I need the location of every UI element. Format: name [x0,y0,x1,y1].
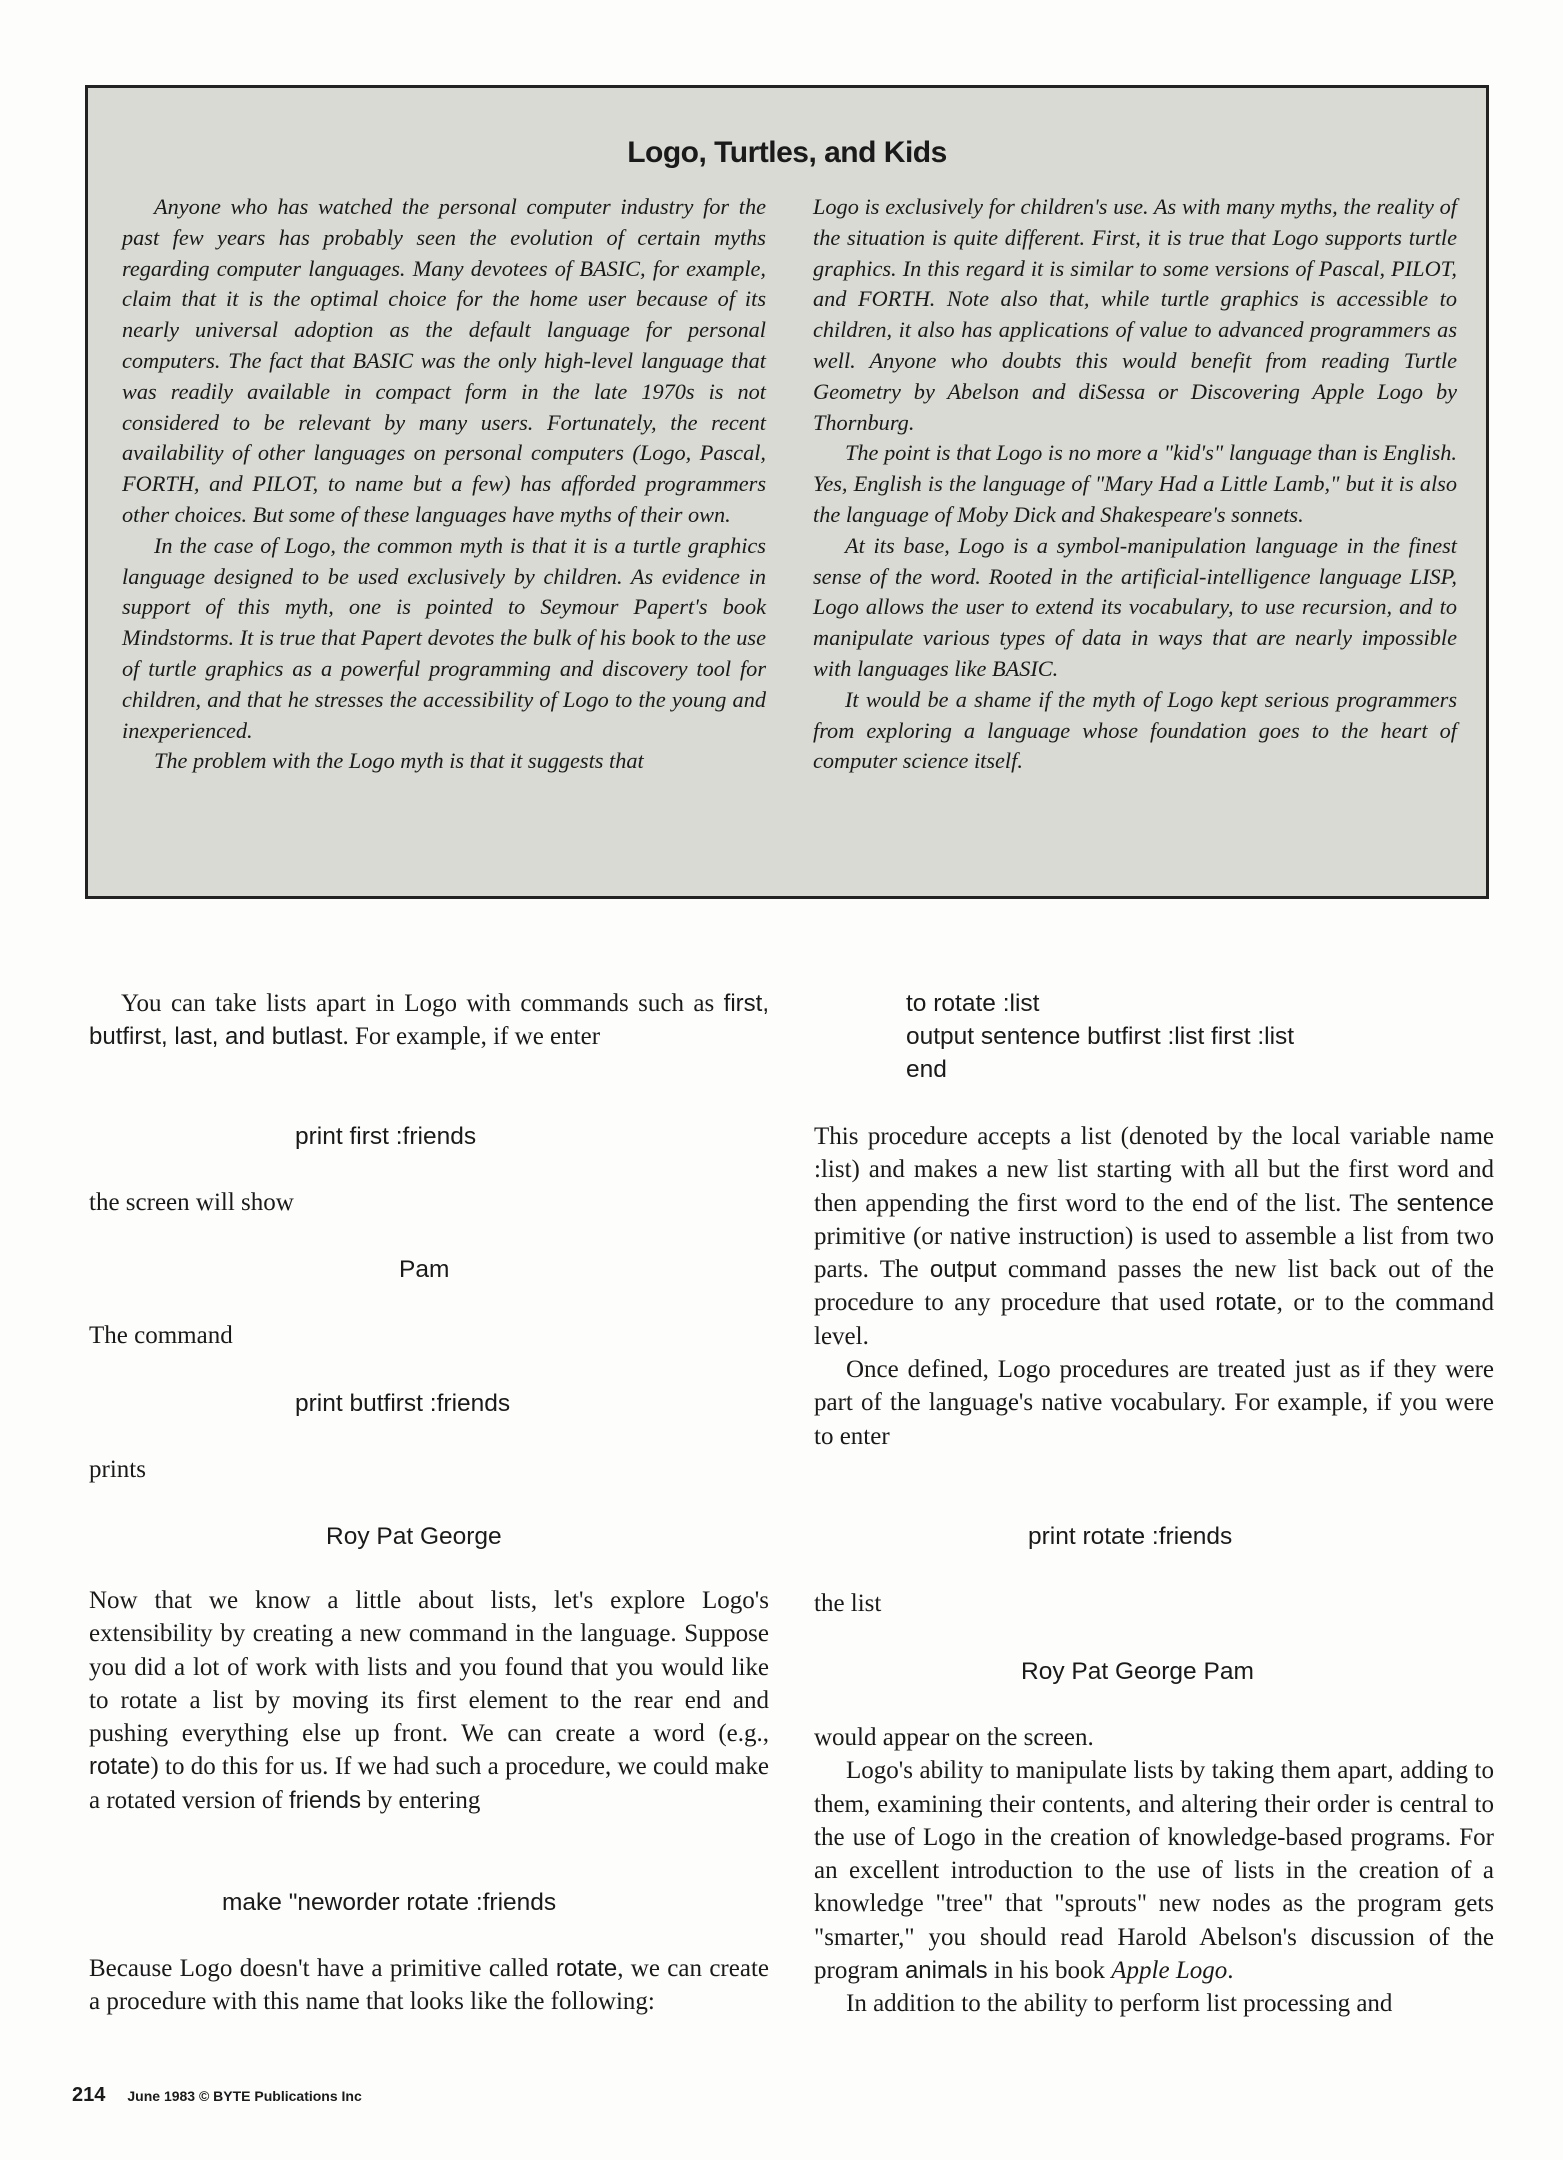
text: primitive (or native instruction) is used to assemble a list from two parts. The [814,1222,1494,1284]
body-text: the screen will show [89,1189,294,1216]
sidebar-paragraph: In the case of Logo, the common myth is that it is a turtle graphics language designed to be used exclusively by children. As evidence in support of this myth, one is pointed to Seymour Papert's book Mindstorms. It is true that Papert devotes the bulk of his book to the use of turtle graphics as a powerful programming and discovery tool for children, and that he stresses the accessibility of Logo to the young and inexperienced. [122,532,766,743]
page-number: 214 [72,2084,106,2106]
inline-code: sentence [1396,1189,1494,1217]
body-text: The command [89,1322,233,1349]
inline-code: rotate [89,1753,151,1781]
code-line: print rotate :friends [1028,1523,1233,1550]
code-line: print butfirst :friends [295,1390,511,1417]
text: Logo's ability to manipulate lists by taking them apart, adding to them, examining their contents, and altering their order is central to the use of Logo in the creation of knowledge-based programs. For an excellent introduction to the use of lists in the creation of a knowledge "tree" that "sprouts" new nodes as the program gets "smarter," you should read Harold Abelson's discussion of the program [814,1757,1494,1985]
sidebar-right-column [813,192,1457,777]
text: ) and makes a new list starting with all but the first word and then appending the first word to the end of the list. The [814,1156,1494,1217]
text: . For example, if we enter [342,1023,601,1051]
book-title: Apple Logo [1111,1957,1228,1985]
sidebar-paragraph: The problem with the Logo myth is that it suggests that [154,748,644,774]
sidebar-box [85,85,1489,899]
body-text: would appear on the screen. [814,1724,1094,1751]
text: , we can create a procedure with this name that looks like the following: [89,1955,769,2016]
text: Now that we know a little about lists, let's explore Logo's extensibility by creating a new command in the language. Suppose you did a lot of work with lists and you found that you would like to rotate a list by moving its first element to the rear end and pushing everything else up front. We can create a word (e.g., [89,1587,769,1748]
text: This procedure accepts a list (denoted by the local variable name [814,1123,1494,1150]
sidebar-paragraph: The point is that Logo is no more a "kid's" language than is English. Yes, English is the language of "Mary Had a Little Lamb," but it is also the language of Moby Dick and Shakespeare's sonnets. [813,440,1457,527]
inline-code: rotate [1215,1289,1277,1317]
text: ) to do this for us. If we had such a procedure, we could make a rotated version of [89,1753,769,1814]
text: in his book [987,1957,1112,1985]
body-text: the list [814,1590,882,1617]
sidebar-paragraph: Logo is exclusively for children's use. As with many myths, the reality of the situation is quite different. First, it is true that Logo supports turtle graphics. In this regard it is similar to some versions of Pascal, PILOT, and FORTH. Note also that, while turtle graphics is accessible to children, it also has applications of value to advanced programmers as well. Anyone who doubts this would benefit from reading Turtle Geometry by Abelson and diSessa or Discovering Apple Logo by Thornburg. [813,194,1457,435]
body-paragraph: Once defined, Logo procedures are treated just as if they were part of the language's native vocabulary. For example, if you were to enter [814,1356,1494,1450]
code-line: make "neworder rotate :friends [222,1889,557,1916]
sidebar-paragraph: It would be a shame if the myth of Logo kept serious programmers from exploring a language whose foundation goes to the heart of computer science itself. [813,686,1457,774]
copyright: June 1983 © BYTE Publications Inc [127,2088,362,2104]
body-paragraph [814,1721,1494,2021]
code-line: end [906,1056,947,1083]
inline-code: rotate [555,1955,618,1982]
output-line: Pam [399,1256,450,1283]
code-line: to rotate :list [906,990,1040,1017]
inline-code: :list [814,1156,852,1184]
output-line: Roy Pat George [326,1523,502,1550]
body-paragraph [89,1952,769,2019]
text: by entering [360,1786,481,1814]
sidebar-paragraph: At its base, Logo is a symbol-manipulation language in the finest sense of the word. Rooted in the artificial-intelligence language LISP, Logo allows the user to extend its vocabulary, to use recursion, and to manipulate various types of data in ways that are nearly impossible with languages like BASIC. [813,532,1457,681]
output-line: Roy Pat George Pam [1021,1658,1254,1685]
sidebar-title: Logo, Turtles, and Kids [627,136,947,169]
body-paragraph [814,1120,1494,1453]
page-footer [72,2084,362,2107]
text: You can take lists apart in Logo with commands such as [121,990,724,1017]
sidebar-left-column [122,192,766,777]
code-line: output sentence butfirst :list first :list [906,1023,1295,1050]
sidebar-paragraph: Anyone who has watched the personal computer industry for the past few years has probably seen the evolution of certain myths regarding computer languages. Many devotees of BASIC, for example, claim that it is the optimal choice for the home user because of its nearly universal adoption as the default language for personal computers. The fact that BASIC was the only high-level language that was readily available in compact form in the late 1970s is not considered to be relevant by many users. Fortunately, the recent availability of other languages on personal computers (Logo, Pascal, FORTH, and PILOT, to name but a few) has afforded programmers other choices. But some of these languages have myths of their own. [122,194,766,527]
inline-code: animals [904,1957,988,1985]
inline-code: first, butfirst, last, and butlast [89,990,769,1051]
text: Because Logo doesn't have a primitive called [89,1955,556,1982]
text: , or to the command level. [814,1289,1494,1350]
body-text: prints [89,1456,146,1483]
body-paragraph: In addition to the ability to perform list processing and [846,1990,1393,2018]
text: command passes the new list back out of the procedure to any procedure that used [814,1256,1494,1317]
body-paragraph [89,987,769,1054]
inline-code: output [929,1256,997,1284]
code-line: print first :friends [295,1123,477,1150]
text: . [1227,1957,1234,1985]
body-paragraph [89,1584,769,1817]
inline-code: friends [288,1786,361,1814]
